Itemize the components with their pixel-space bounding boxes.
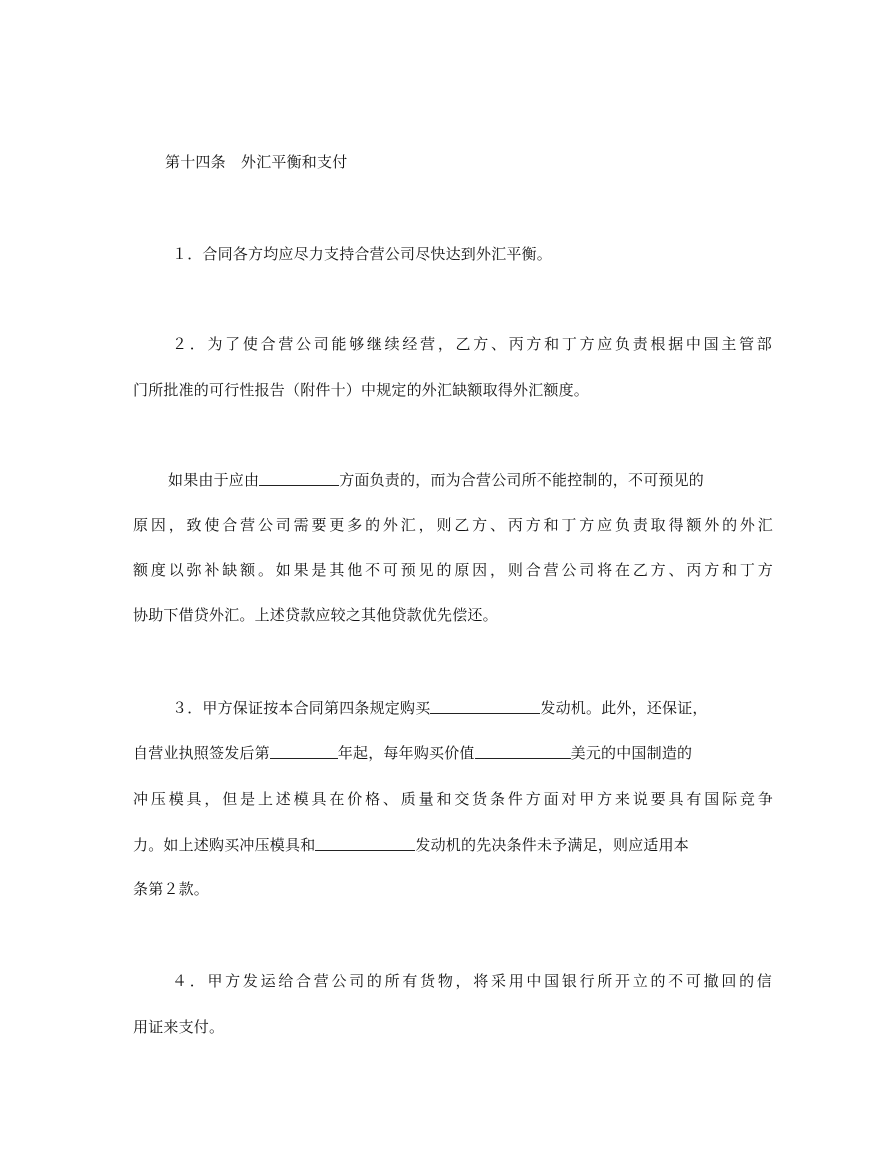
text-segment: 力。如上述购买冲压模具和 xyxy=(133,836,316,854)
text-segment: 如果由于应由 xyxy=(168,471,260,489)
clause-3-line-2 xyxy=(133,743,773,763)
text-segment: 发动机。此外，还保证， xyxy=(540,699,708,717)
clause-2-supplement-line-1 xyxy=(168,470,772,490)
text-segment: 发动机的先决条件未予满足，则应适用本 xyxy=(415,836,690,854)
fill-in-blank[interactable] xyxy=(315,836,415,851)
clause-3-line-5: 条第２款。 xyxy=(133,880,210,898)
fill-in-blank[interactable] xyxy=(475,744,571,759)
clause-4-line-1: ４．甲方发运给合营公司的所有货物，将采用中国银行所开立的不可撤回的信 xyxy=(172,972,772,990)
clause-2-supplement-line-2: 原因，致使合营公司需要更多的外汇，则乙方、丙方和丁方应负责取得额外的外汇 xyxy=(133,516,773,534)
fill-in-blank[interactable] xyxy=(259,471,339,486)
fill-in-blank[interactable] xyxy=(270,744,338,759)
clause-2-supplement-line-3: 额度以弥补缺额。如果是其他不可预见的原因，则合营公司将在乙方、丙方和丁方 xyxy=(133,561,773,579)
text-segment: ３．甲方保证按本合同第四条规定购买 xyxy=(172,699,431,717)
fill-in-blank[interactable] xyxy=(430,699,540,714)
clause-4-line-2: 用证来支付。 xyxy=(133,1018,225,1036)
clause-2-line-1: ２．为了使合营公司能够继续经营，乙方、丙方和丁方应负责根据中国主管部 xyxy=(172,335,772,353)
clause-2-supplement-line-4: 协助下借贷外汇。上述贷款应较之其他贷款优先偿还。 xyxy=(133,606,498,624)
article-heading: 第十四条 外汇平衡和支付 xyxy=(165,153,348,171)
text-segment: 方面负责的，而为合营公司所不能控制的，不可预见的 xyxy=(339,471,705,489)
text-segment: 年起，每年购买价值 xyxy=(337,744,475,762)
text-segment: 自营业执照签发后第 xyxy=(133,744,270,762)
clause-3-line-4 xyxy=(133,835,773,855)
text-segment: 美元的中国制造的 xyxy=(570,744,693,762)
clause-1-line-1: １．合同各方均应尽力支持合营公司尽快达到外汇平衡。 xyxy=(172,245,553,263)
clause-3-line-1 xyxy=(172,698,772,718)
clause-2-line-2: 门所批准的可行性报告（附件十）中规定的外汇缺额取得外汇额度。 xyxy=(133,381,590,399)
clause-3-line-3: 冲压模具，但是上述模具在价格、质量和交货条件方面对甲方来说要具有国际竞争 xyxy=(133,790,773,808)
